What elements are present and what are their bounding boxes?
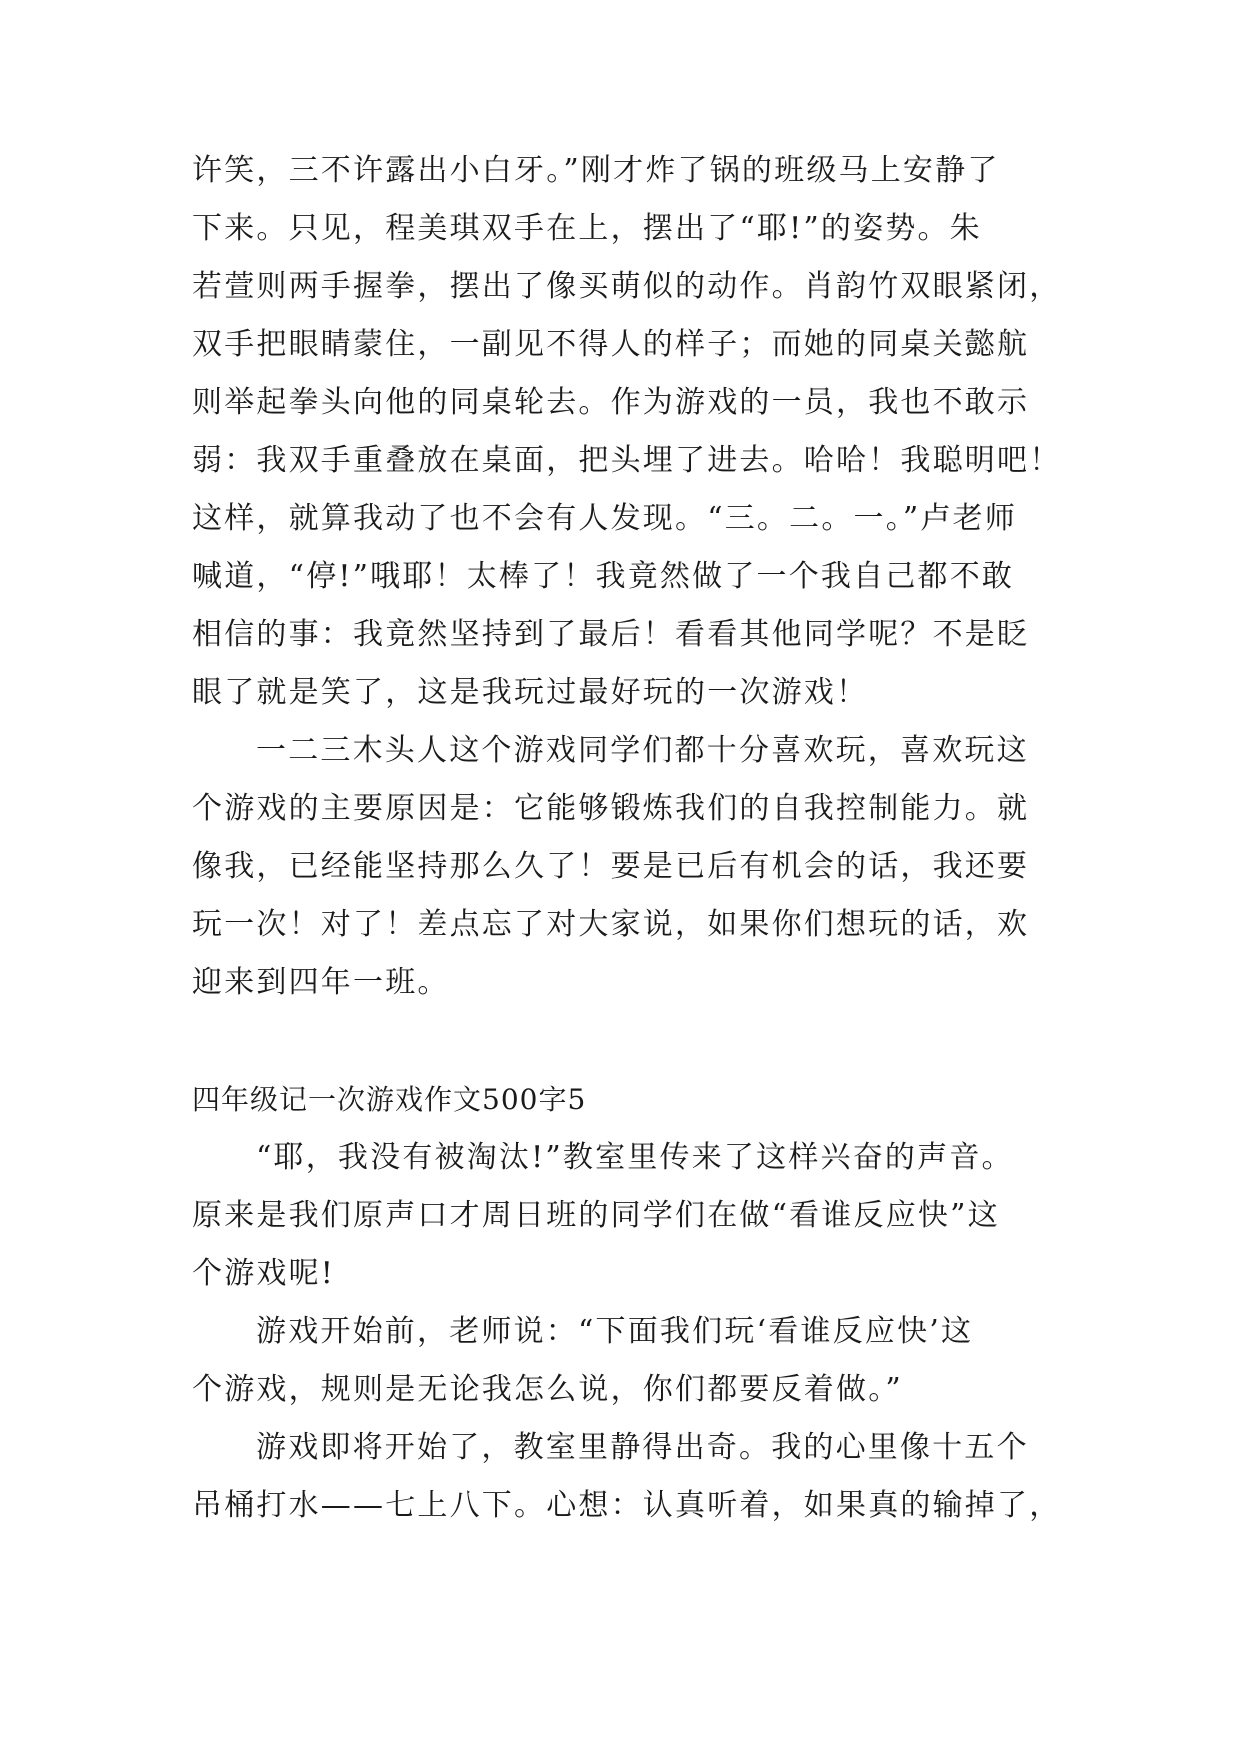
text-line: 眼了就是笑了，这是我玩过最好玩的一次游戏！ — [192, 675, 869, 710]
text-line: 吊桶打水——七上八下。心想：认真听着，如果真的输掉了， — [192, 1488, 1062, 1523]
text-line: 玩一次！对了！差点忘了对大家说，如果你们想玩的话，欢 — [192, 907, 1030, 942]
text-line: 许笑，三不许露出小白牙。”刚才炸了锅的班级马上安静了 — [192, 153, 1000, 188]
paragraph-start-line: “耶，我没有被淘汰!”教室里传来了这样兴奋的声音。 — [256, 1140, 1014, 1175]
text-line: 则举起拳头向他的同桌轮去。作为游戏的一员，我也不敢示 — [192, 385, 1030, 420]
paragraph-start-line: 游戏开始前，老师说：“下面我们玩‘看谁反应快’这 — [256, 1314, 974, 1349]
text-line: 个游戏，规则是无论我怎么说，你们都要反着做。” — [192, 1372, 903, 1407]
text-line: 个游戏的主要原因是：它能够锻炼我们的自我控制能力。就 — [192, 791, 1030, 826]
text-line: 双手把眼睛蒙住，一副见不得人的样子；而她的同桌关懿航 — [192, 327, 1030, 362]
text-line: 若萱则两手握拳，摆出了像买萌似的动作。肖韵竹双眼紧闭， — [192, 269, 1062, 304]
text-line: 相信的事：我竟然坚持到了最后！看看其他同学呢？不是眨 — [192, 617, 1030, 652]
section-heading: 四年级记一次游戏作文500字5 — [192, 1083, 587, 1116]
paragraph-start-line: 游戏即将开始了，教室里静得出奇。我的心里像十五个 — [256, 1430, 1029, 1465]
text-line: 迎来到四年一班。 — [192, 965, 450, 1000]
text-line: 原来是我们原声口才周日班的同学们在做“看谁反应快”这 — [192, 1198, 1000, 1233]
text-line: 弱：我双手重叠放在桌面，把头埋了进去。哈哈！我聪明吧！ — [192, 443, 1062, 478]
text-line: 喊道，“停!”哦耶！太棒了！我竟然做了一个我自己都不敢 — [192, 559, 1015, 594]
text-line: 个游戏呢! — [192, 1256, 336, 1291]
text-line: 这样，就算我动了也不会有人发现。“三。二。一。”卢老师 — [192, 501, 1018, 536]
paragraph-start-line: 一二三木头人这个游戏同学们都十分喜欢玩，喜欢玩这 — [256, 733, 1029, 768]
text-line: 下来。只见，程美琪双手在上，摆出了“耶!”的姿势。朱 — [192, 211, 982, 246]
text-line: 像我，已经能坚持那么久了！要是已后有机会的话，我还要 — [192, 849, 1030, 884]
